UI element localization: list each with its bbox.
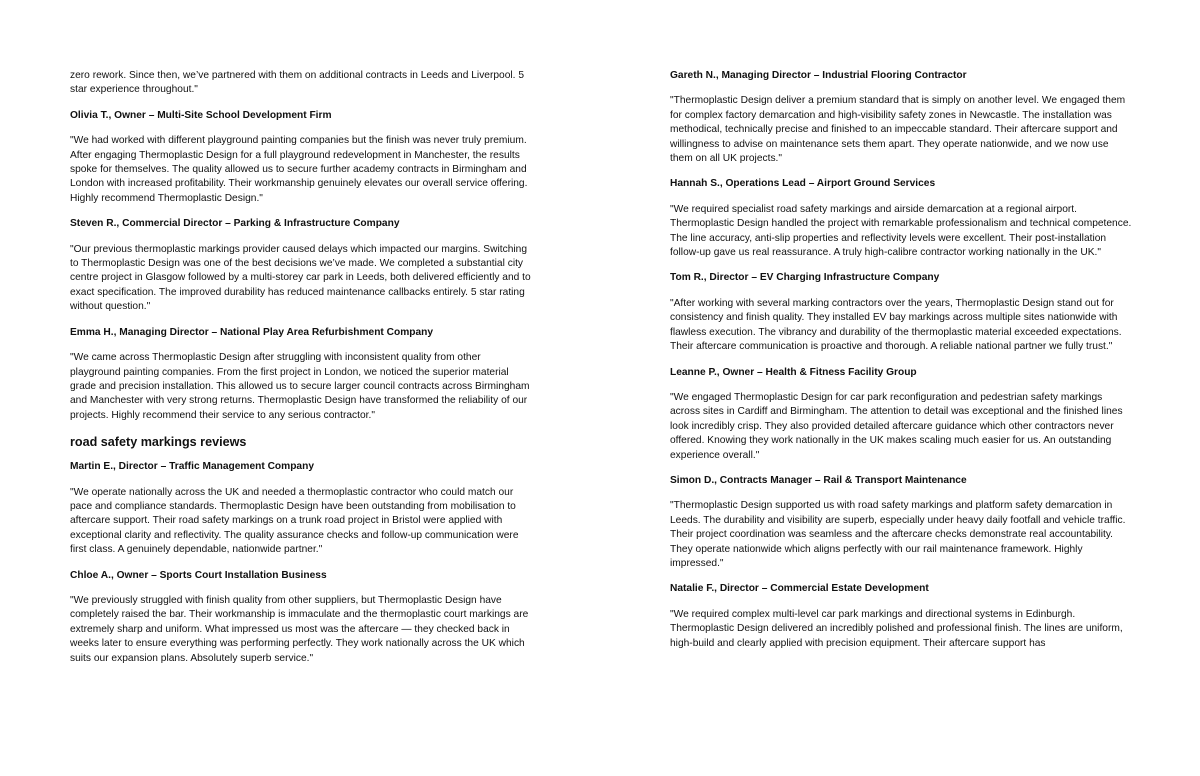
reviewer-name: Natalie F., Director – Commercial Estate Development xyxy=(670,583,929,595)
review-text: "Our previous thermoplastic markings provider caused delays which impacted our margins. Switching to Thermoplastic Design was one of the best decisions we’ve made. We completed a substantial city centre project in Glasgow followed by a multi-storey car park in Leeds, both delivered efficiently and to exact specification. The improved durability has reduced maintenance callbacks entirely. 5 star rating without question." xyxy=(70,243,531,313)
review-text: "We required specialist road safety markings and airside demarcation at a regional airport. Thermoplastic Design handled the project with remarkable professionalism and technical competence. The line accuracy, anti-slip properties and reflectivity levels were excellent. Their post-installation follow-up gave us real reassurance. A truly high-calibre contractor working nationally in the UK." xyxy=(670,203,1132,259)
continued-review-text: zero rework. Since then, we’ve partnered with them on additional contracts in Leeds and Liverpool. 5 star experience throughout." xyxy=(70,70,525,96)
review-text: "We previously struggled with finish quality from other suppliers, but Thermoplastic Design have completely raised the bar. Their workmanship is immaculate and the thermoplastic court markings are extremely sharp and uniform. What impressed us most was the aftercare — they checked back in weeks later to ensure everything was performing perfectly. They work nationally across the UK which suits our expansion plans. Absolutely superb service." xyxy=(70,594,529,664)
review-item xyxy=(670,582,1132,651)
review-text: "After working with several marking contractors over the years, Thermoplastic Design stand out for consistency and finish quality. They installed EV bay markings across multiple sites nationwide with flawless execution. The vibrancy and durability of the thermoplastic material exceeded expectations. Their aftercare communication is proactive and thorough. A reliable national partner we fully trust." xyxy=(670,297,1122,353)
reviewer-name: Steven R., Commercial Director – Parking & Infrastructure Company xyxy=(70,218,400,230)
review-text: "Thermoplastic Design supported us with road safety markings and platform safety demarcation in Leeds. The durability and visibility are superb, especially under heavy daily footfall and vehicle traffic. Their project coordination was seamless and the aftercare checks demonstrate real accountability. They operate nationwide which aligns perfectly with our rail maintenance framework. Highly impressed." xyxy=(670,500,1126,569)
review-item xyxy=(70,460,532,557)
review-item xyxy=(70,326,532,423)
review-text: "We had worked with different playground painting companies but the finish was never truly premium. After engaging Thermoplastic Design for a full playground redevelopment in Manchester, the results spoke for themselves. The quality allowed us to secure further academy contracts in Birmingham and London with increased profitability. Their workmanship genuinely elevates our overall service offering. Highly recommend Thermoplastic Design." xyxy=(70,135,528,204)
review-item xyxy=(70,109,532,206)
reviewer-name: Gareth N., Managing Director – Industrial Flooring Contractor xyxy=(670,70,967,81)
right-page xyxy=(670,69,1132,662)
review-text: "We engaged Thermoplastic Design for car park reconfiguration and pedestrian safety markings across sites in Cardiff and Birmingham. The attention to detail was exceptional and the finished lines look incredibly crisp. They also provided detailed aftercare guidance which other contractors never offered. Knowing they work nationally in the UK makes scaling much easier for us. An outstanding experience overall." xyxy=(670,391,1123,461)
review-item xyxy=(670,69,1132,166)
reviewer-name: Emma H., Managing Director – National Play Area Refurbishment Company xyxy=(70,326,434,338)
reviewer-name: Olivia T., Owner – Multi-Site School Development Firm xyxy=(70,109,332,121)
review-item xyxy=(670,474,1132,571)
review-item xyxy=(670,177,1132,260)
reviewer-name: Martin E., Director – Traffic Management Company xyxy=(70,461,314,473)
review-item xyxy=(70,217,532,314)
review-item xyxy=(670,366,1132,463)
reviewer-name: Leanne P., Owner – Health & Fitness Facility Group xyxy=(670,366,917,378)
review-text: "We came across Thermoplastic Design after struggling with inconsistent quality from other playground painting companies. From the first project in London, we noticed the superior material grade and precision installation. This allowed us to secure larger council contracts across Birmingham and Manchester with very strong returns. Thermoplastic Design have transformed the reliability of our projects. Highly recommend their service to any serious contractor." xyxy=(70,352,530,421)
reviewer-name: Simon D., Contracts Manager – Rail & Transport Maintenance xyxy=(670,474,967,486)
review-text: "Thermoplastic Design deliver a premium standard that is simply on another level. We engaged them for complex factory demarcation and high-visibility safety zones in Newcastle. The installation was methodical, technically precise and finished to an impeccable standard. Their aftercare support and willingness to advise on maintenance sets them apart. They operate nationwide, and we now use them on all UK projects." xyxy=(670,95,1126,165)
review-text: "We operate nationally across the UK and needed a thermoplastic contractor who could match our pace and compliance standards. Thermoplastic Design have been outstanding from mobilisation to aftercare support. Their road safety markings on a trunk road project in Bristol were applied with exceptional clarity and reflectivity. The quality assurance checks and follow-up communication were first class. A genuinely dependable, nationwide partner." xyxy=(70,486,519,556)
reviewer-name: Chloe A., Owner – Sports Court Installation Business xyxy=(70,569,327,581)
review-item xyxy=(70,569,532,666)
review-item xyxy=(670,271,1132,354)
section-heading: road safety markings reviews xyxy=(70,435,247,450)
reviewer-name: Hannah S., Operations Lead – Airport Ground Services xyxy=(670,178,936,190)
review-text: "We required complex multi-level car park markings and directional systems in Edinburgh. Thermoplastic Design delivered an incredibly polished and professional finish. The lines are uniform, high-build and clearly applied with precision equipment. Their aftercare support has xyxy=(670,608,1123,649)
left-page xyxy=(70,69,532,677)
reviewer-name: Tom R., Director – EV Charging Infrastructure Company xyxy=(670,272,940,284)
